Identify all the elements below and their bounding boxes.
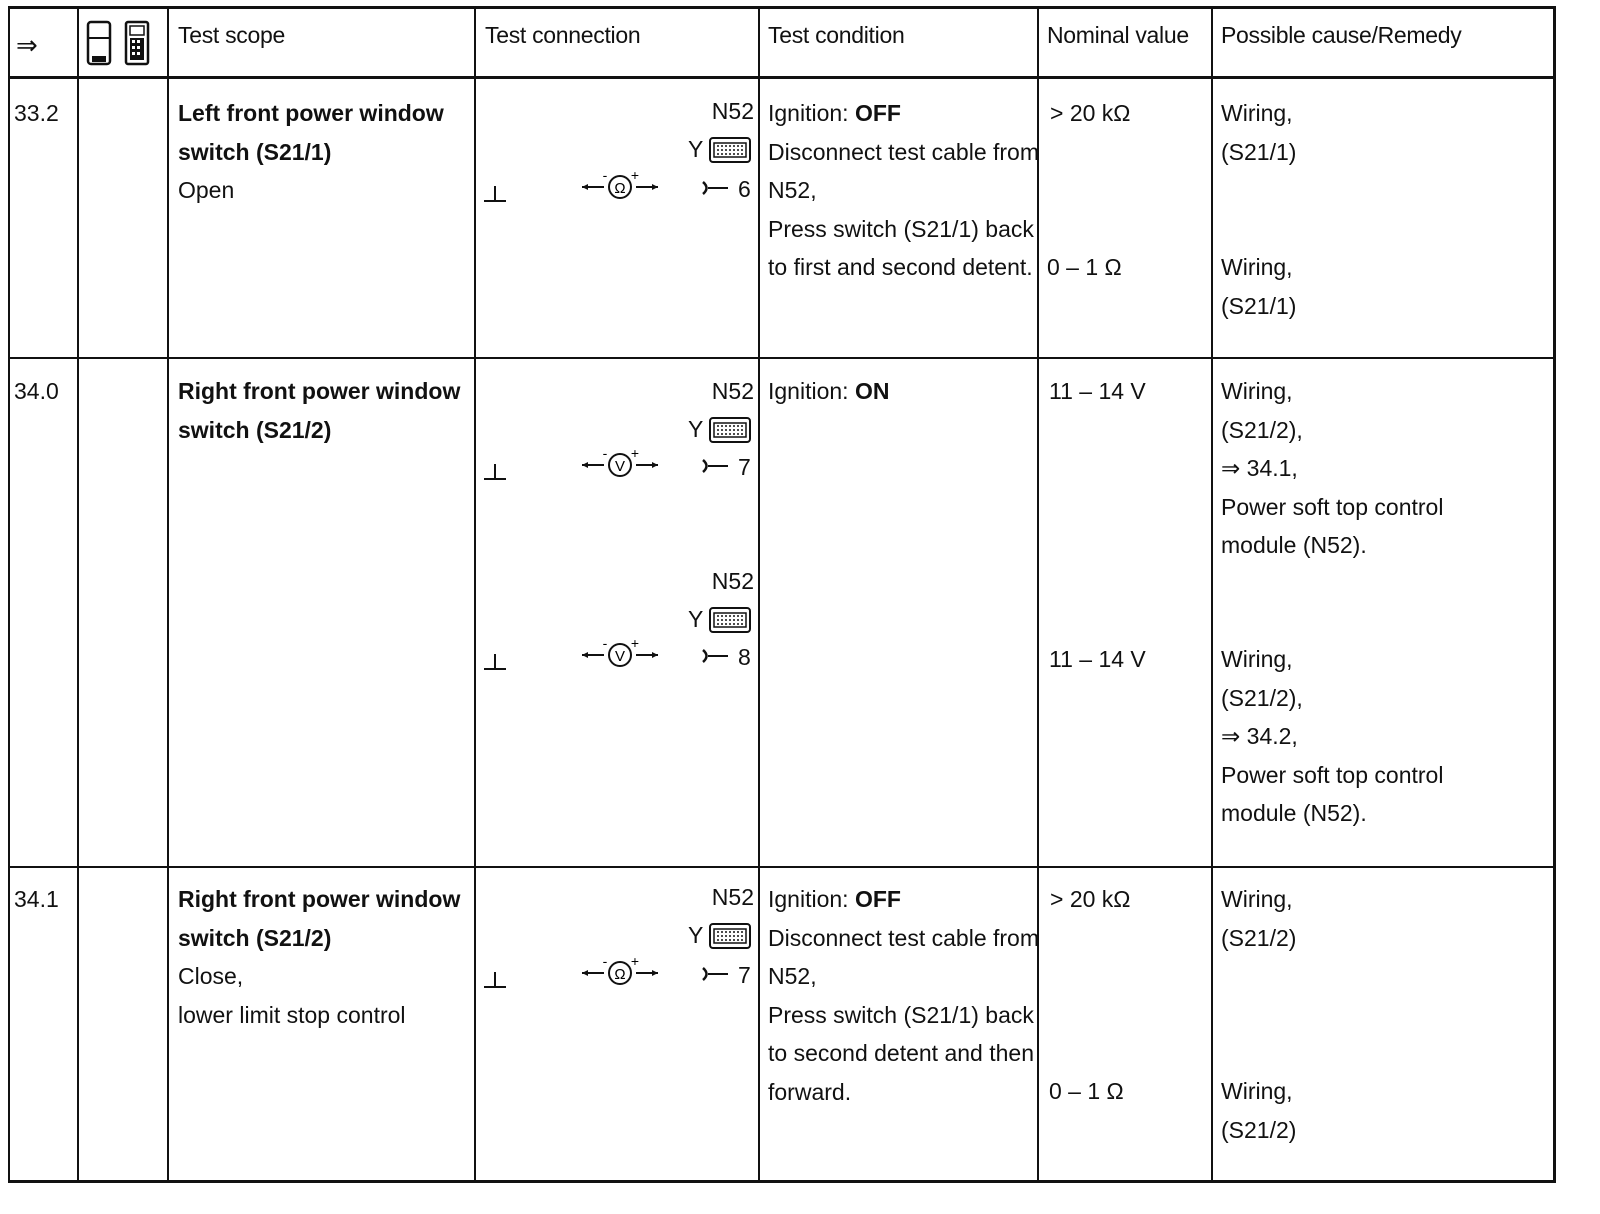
condition-line: Disconnect test cable from <box>768 138 1040 165</box>
cause-line: (S21/1) <box>1221 138 1297 165</box>
ohmmeter-icon <box>580 956 660 990</box>
nominal-value: 11 – 14 V <box>1049 646 1146 672</box>
condition-line: Disconnect test cable from <box>768 924 1040 951</box>
header-possible-cause: Possible cause/Remedy <box>1221 22 1462 48</box>
scope-line: switch (S21/2) <box>178 416 332 443</box>
condition-prefix: Ignition: <box>768 378 855 404</box>
condition-value: OFF <box>854 100 901 126</box>
svg-text:Ω: Ω <box>614 180 626 197</box>
possible-cause <box>1221 372 1443 565</box>
svg-text:-: - <box>602 638 608 651</box>
condition-line: to first and second detent. <box>768 254 1033 280</box>
scope-line: lower limit stop control <box>178 1001 406 1028</box>
row-divider-1 <box>8 357 1556 359</box>
connector-label: Y <box>688 136 704 162</box>
cause-line[interactable]: ⇒ 34.1, <box>1221 455 1298 481</box>
svg-text:+: + <box>630 638 640 651</box>
cause-line: (S21/2), <box>1221 416 1303 443</box>
condition-line: forward. <box>768 1078 852 1105</box>
nominal-value: > 20 kΩ <box>1050 100 1131 126</box>
cause-line: (S21/1) <box>1221 292 1297 319</box>
module-label: N52 <box>711 884 754 910</box>
tester-unit-icon <box>86 18 156 70</box>
nominal-value: 11 – 14 V <box>1049 378 1146 404</box>
connection-diagram <box>476 98 758 218</box>
svg-text:V: V <box>614 458 626 475</box>
nominal-value: 0 – 1 Ω <box>1049 1078 1124 1104</box>
condition-line <box>768 880 1039 919</box>
cause-line: module (N52). <box>1221 532 1367 558</box>
test-condition <box>768 880 1039 1111</box>
svg-text:Ω: Ω <box>614 966 626 983</box>
condition-prefix: Ignition: <box>768 100 855 126</box>
condition-line: to second detent and then <box>768 1040 1034 1066</box>
col-line-6 <box>1211 6 1213 1183</box>
pin-socket-icon <box>700 456 730 476</box>
connector-label: Y <box>688 922 704 948</box>
cause-line: Wiring, <box>1221 646 1293 672</box>
header-nominal-value: Nominal value <box>1047 22 1189 48</box>
col-line-1 <box>77 6 79 1183</box>
condition-line: Press switch (S21/1) back <box>768 1001 1034 1028</box>
cause-line: (S21/2) <box>1221 924 1297 951</box>
step-number: 34.0 <box>14 378 59 404</box>
svg-text:V: V <box>614 648 626 665</box>
svg-text:-: - <box>602 956 608 969</box>
condition-line <box>768 94 1039 133</box>
svg-text:-: - <box>602 448 608 461</box>
cause-line: Wiring, <box>1221 1078 1293 1104</box>
svg-text:+: + <box>630 170 640 183</box>
condition-value: ON <box>854 378 890 404</box>
header-arrow: ⇒ <box>16 30 38 60</box>
test-scope-title <box>178 94 444 210</box>
connection-diagram <box>476 884 758 1004</box>
connection-diagram <box>476 378 758 498</box>
possible-cause <box>1221 248 1296 325</box>
cause-line: Wiring, <box>1221 886 1293 912</box>
cause-line: Wiring, <box>1221 254 1293 280</box>
nominal-value: > 20 kΩ <box>1050 886 1131 912</box>
pin-number: 6 <box>738 176 751 202</box>
col-line-4 <box>758 6 760 1183</box>
condition-prefix: Ignition: <box>768 886 855 912</box>
scope-line: switch (S21/1) <box>178 138 332 165</box>
possible-cause <box>1221 640 1443 833</box>
header-test-connection: Test connection <box>485 22 641 48</box>
ground-symbol-icon <box>482 184 508 204</box>
condition-value: OFF <box>854 886 901 912</box>
ground-symbol-icon <box>482 462 508 482</box>
header-test-condition: Test condition <box>768 22 905 48</box>
header-divider <box>8 76 1556 79</box>
cause-line: Wiring, <box>1221 100 1293 126</box>
plug-connector-icon <box>708 922 752 950</box>
test-condition <box>768 372 889 411</box>
condition-line <box>768 372 889 411</box>
scope-line: Close, <box>178 963 244 989</box>
connector-label: Y <box>688 606 704 632</box>
col-line-0 <box>8 6 10 1183</box>
possible-cause <box>1221 1072 1296 1149</box>
nominal-value: 0 – 1 Ω <box>1047 254 1122 280</box>
cause-line[interactable]: ⇒ 34.2, <box>1221 723 1298 749</box>
table-border-top <box>8 6 1556 9</box>
scope-line: Right front power window <box>178 378 461 404</box>
connection-diagram <box>476 568 758 688</box>
pin-number: 7 <box>738 454 751 480</box>
condition-line: N52, <box>768 963 817 989</box>
cause-line: (S21/2), <box>1221 684 1303 711</box>
module-label: N52 <box>711 98 754 124</box>
test-condition <box>768 94 1039 287</box>
test-scope-title <box>178 372 460 449</box>
table-border-bottom <box>8 1180 1556 1183</box>
scope-line: Open <box>178 177 235 203</box>
pin-socket-icon <box>700 178 730 198</box>
pin-number: 7 <box>738 962 751 988</box>
ground-symbol-icon <box>482 970 508 990</box>
ohmmeter-icon <box>580 170 660 204</box>
step-number: 34.1 <box>14 886 59 912</box>
pin-socket-icon <box>700 964 730 984</box>
row-divider-2 <box>8 866 1556 868</box>
cause-line: Power soft top control <box>1221 761 1444 788</box>
plug-connector-icon <box>708 606 752 634</box>
test-scope-title <box>178 880 460 1034</box>
header-test-scope: Test scope <box>178 22 285 48</box>
plug-connector-icon <box>708 416 752 444</box>
col-line-2 <box>167 6 169 1183</box>
cause-line: (S21/2) <box>1221 1116 1297 1143</box>
scope-line: Right front power window <box>178 886 461 912</box>
module-label: N52 <box>711 378 754 404</box>
pin-socket-icon <box>700 646 730 666</box>
plug-connector-icon <box>708 136 752 164</box>
header-device-icons <box>86 18 156 70</box>
cause-line: Wiring, <box>1221 378 1293 404</box>
pin-number: 8 <box>738 644 751 670</box>
scope-line: Left front power window <box>178 100 444 126</box>
svg-text:+: + <box>630 448 640 461</box>
condition-line: Press switch (S21/1) back <box>768 215 1034 242</box>
voltmeter-icon <box>580 448 660 482</box>
module-label: N52 <box>711 568 754 594</box>
connector-label: Y <box>688 416 704 442</box>
col-line-7 <box>1553 6 1556 1183</box>
possible-cause <box>1221 94 1296 171</box>
ground-symbol-icon <box>482 652 508 672</box>
svg-text:-: - <box>602 170 608 183</box>
possible-cause <box>1221 880 1296 957</box>
step-number: 33.2 <box>14 100 59 126</box>
condition-line: N52, <box>768 177 817 203</box>
svg-text:+: + <box>630 956 640 969</box>
voltmeter-icon <box>580 638 660 672</box>
scope-line: switch (S21/2) <box>178 924 332 951</box>
cause-line: module (N52). <box>1221 800 1367 826</box>
cause-line: Power soft top control <box>1221 493 1444 520</box>
